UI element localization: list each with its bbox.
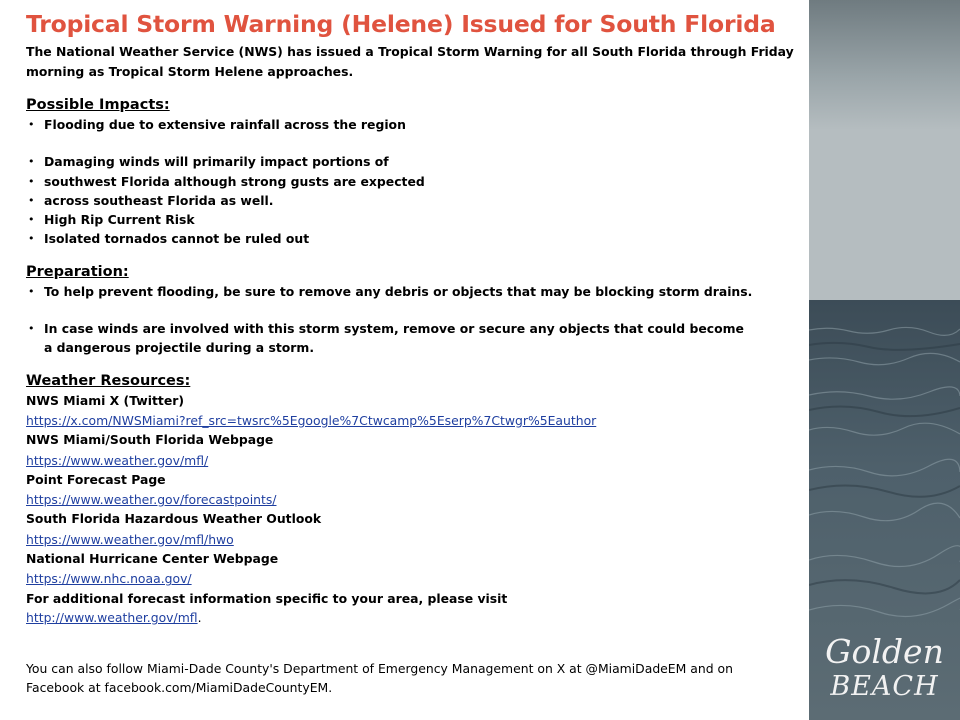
list-item: • across southeast Florida as well.: [26, 191, 806, 210]
logo-text-beach: BEACH: [830, 671, 939, 702]
additional-info-label: For additional forecast information specific to your area, please visit: [26, 590, 508, 606]
list-spacer: [26, 134, 806, 152]
additional-info-link[interactable]: http://www.weather.gov/mfl: [26, 609, 198, 625]
resources-heading: Weather Resources:: [26, 372, 191, 389]
follow-paragraph: You can also follow Miami-Dade County's Department of Emergency Management on X at @MiamiDadeEM and on Facebook at facebook.com/MiamiDadeCountyEM.: [26, 660, 733, 695]
document-body: [26, 8, 806, 710]
resource-link[interactable]: https://www.weather.gov/mfl/: [26, 452, 209, 468]
resource-link[interactable]: https://x.com/NWSMiami?ref_src=twsrc%5Egoogle%7Ctwcamp%5Eserp%7Ctwgr%5Eauthor: [26, 412, 597, 428]
ocean-image: [809, 0, 960, 720]
preparation-list: [26, 282, 806, 358]
list-item: • In case winds are involved with this storm system, remove or secure any objects that could become a dangerous projectile during a storm.: [26, 319, 744, 358]
impacts-heading: Possible Impacts:: [26, 97, 170, 113]
resource-label: Point Forecast Page: [26, 471, 166, 487]
resource-label: NWS Miami/South Florida Webpage: [26, 432, 274, 448]
list-item: • To help prevent flooding, be sure to remove any debris or objects that may be blocking storm drains.: [26, 282, 806, 301]
preparation-heading: Preparation:: [26, 263, 129, 280]
link-suffix: .: [197, 609, 202, 625]
resource-link[interactable]: https://www.weather.gov/forecastpoints/: [26, 492, 277, 508]
list-item: • High Rip Current Risk: [26, 210, 806, 229]
impacts-list: [26, 115, 806, 249]
ocean-photo: [809, 0, 960, 720]
resource-label: South Florida Hazardous Weather Outlook: [26, 511, 322, 527]
resource-label: NWS Miami X (Twitter): [26, 392, 185, 408]
resource-link[interactable]: https://www.weather.gov/mfl/hwo: [26, 531, 234, 547]
list-item: • Damaging winds will primarily impact portions of: [26, 152, 806, 171]
list-item: • Flooding due to extensive rainfall across the region: [26, 115, 806, 134]
page-title: Tropical Storm Warning (Helene) Issued for South Florida: [26, 10, 776, 38]
resource-link[interactable]: https://www.nhc.noaa.gov/: [26, 571, 192, 587]
list-item: • southwest Florida although strong gusts are expected: [26, 172, 806, 191]
resource-label: National Hurricane Center Webpage: [26, 551, 279, 567]
list-item: • Isolated tornados cannot be ruled out: [26, 229, 806, 248]
logo-text-golden: Golden: [825, 632, 944, 671]
list-spacer: [26, 301, 806, 319]
resources-list: [26, 391, 806, 628]
intro-paragraph: The National Weather Service (NWS) has issued a Tropical Storm Warning for all South Florida through Friday morning as Tropical Storm Helene approaches.: [26, 44, 794, 79]
